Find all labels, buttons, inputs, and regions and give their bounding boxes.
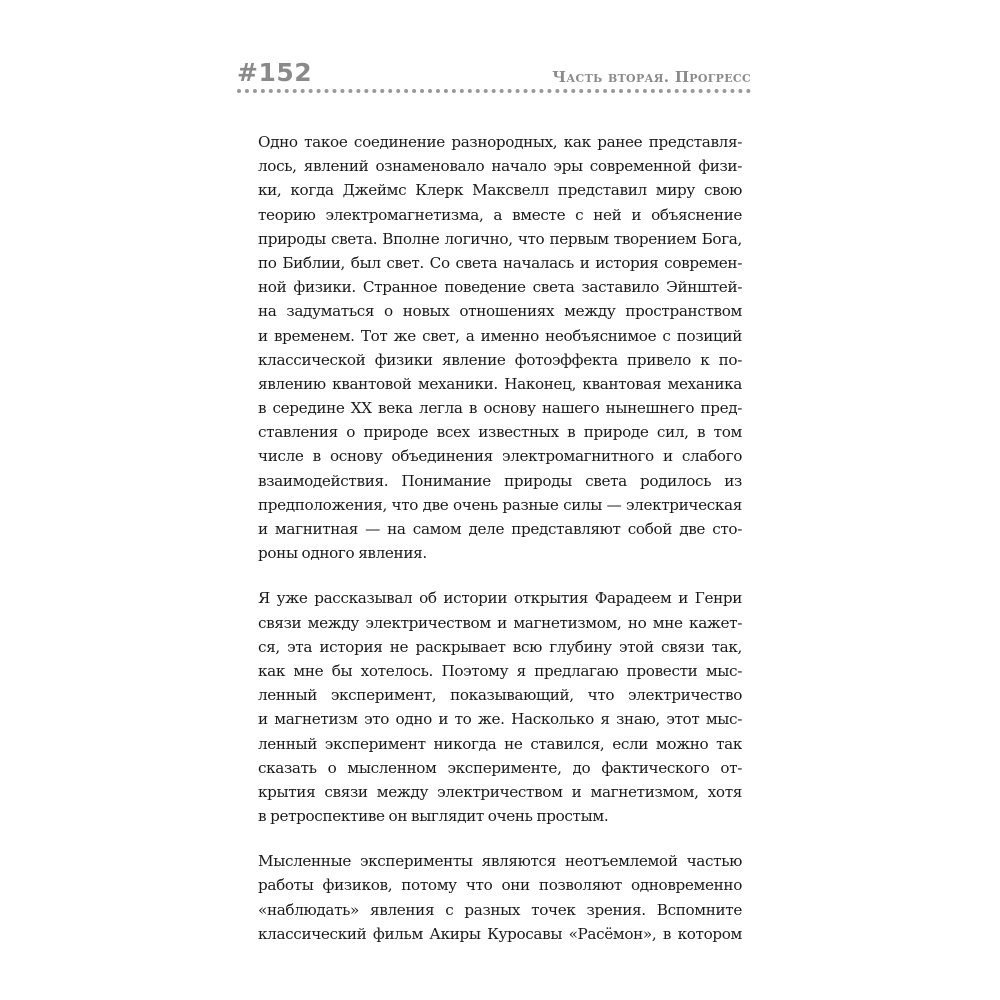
- paragraph-2: [258, 586, 742, 828]
- text-line: работы физиков, потому что они позволяют одновременно: [258, 876, 742, 895]
- text-line: классический фильм Акиры Куросавы «Расёмон», в котором: [258, 924, 742, 943]
- paragraph-3: [258, 849, 742, 946]
- text-line: в середине XX века легла в основу нашего нынешнего пред-: [258, 399, 742, 418]
- text-line: в ретроспективе он выглядит очень простым.: [258, 807, 609, 826]
- text-line: ленный эксперимент, показывающий, что электричество: [258, 686, 742, 705]
- running-head: Часть вторая. Прогресс: [552, 68, 751, 86]
- text-line: лось, явлений ознаменовало начало эры современной физи-: [258, 157, 742, 176]
- text-line: по Библии, был свет. Со света началась и история современ-: [258, 253, 742, 272]
- text-line: связи между электричеством и магнетизмом, но мне кажет-: [258, 613, 742, 632]
- text-line: «наблюдать» явления с разных точек зрения. Вспомните: [258, 900, 742, 919]
- text-line: и магнетизм это одно и то же. Насколько я знаю, этот мыс-: [258, 710, 742, 729]
- text-line: сказать о мысленном эксперименте, до фактического от-: [258, 758, 742, 777]
- text-line: теорию электромагнетизма, а вместе с ней и объяснение: [258, 205, 742, 224]
- text-line: Мысленные эксперименты являются неотъемлемой частью: [258, 852, 742, 871]
- text-line: взаимодействия. Понимание природы света родилось из: [258, 471, 742, 490]
- text-line: роны одного явления.: [258, 544, 427, 563]
- paragraph-1: [258, 130, 742, 565]
- text-line: ставления о природе всех известных в природе сил, в том: [258, 423, 742, 442]
- text-line: ся, эта история не раскрывает всю глубину этой связи так,: [258, 637, 742, 656]
- text-line: как мне бы хотелось. Поэтому я предлагаю провести мыс-: [258, 661, 742, 680]
- text-line: природы света. Вполне логично, что первым творением Бога,: [258, 229, 742, 248]
- text-line: и временем. Тот же свет, а именно необъяснимое с позиций: [258, 326, 742, 345]
- page-number: #152: [237, 58, 313, 87]
- text-line: предположения, что две очень разные силы — электрическая: [258, 495, 742, 514]
- text-line: ленный эксперимент никогда не ставился, если можно так: [258, 734, 742, 753]
- text-line: ной физики. Странное поведение света заставило Эйнштей-: [258, 278, 742, 297]
- text-line: ки, когда Джеймс Клерк Максвелл представил миру свою: [258, 181, 742, 200]
- text-line: явлению квантовой механики. Наконец, квантовая механика: [258, 374, 742, 393]
- text-line: на задуматься о новых отношениях между пространством: [258, 302, 742, 321]
- text-line: и магнитная — на самом деле представляют собой две сто-: [258, 520, 742, 538]
- text-line: классической физики явление фотоэффекта привело к по-: [258, 350, 742, 369]
- text-line: числе в основу объединения электромагнитного и слабого: [258, 447, 742, 466]
- header-dotted-rule: [237, 89, 751, 93]
- page-header: [237, 58, 751, 94]
- text-line: Я уже рассказывал об истории открытия Фарадеем и Генри: [258, 589, 742, 608]
- text-line: крытия связи между электричеством и магнетизмом, хотя: [258, 782, 742, 801]
- body-text: [258, 130, 742, 946]
- text-line: Одно такое соединение разнородных, как ранее представля-: [258, 133, 742, 151]
